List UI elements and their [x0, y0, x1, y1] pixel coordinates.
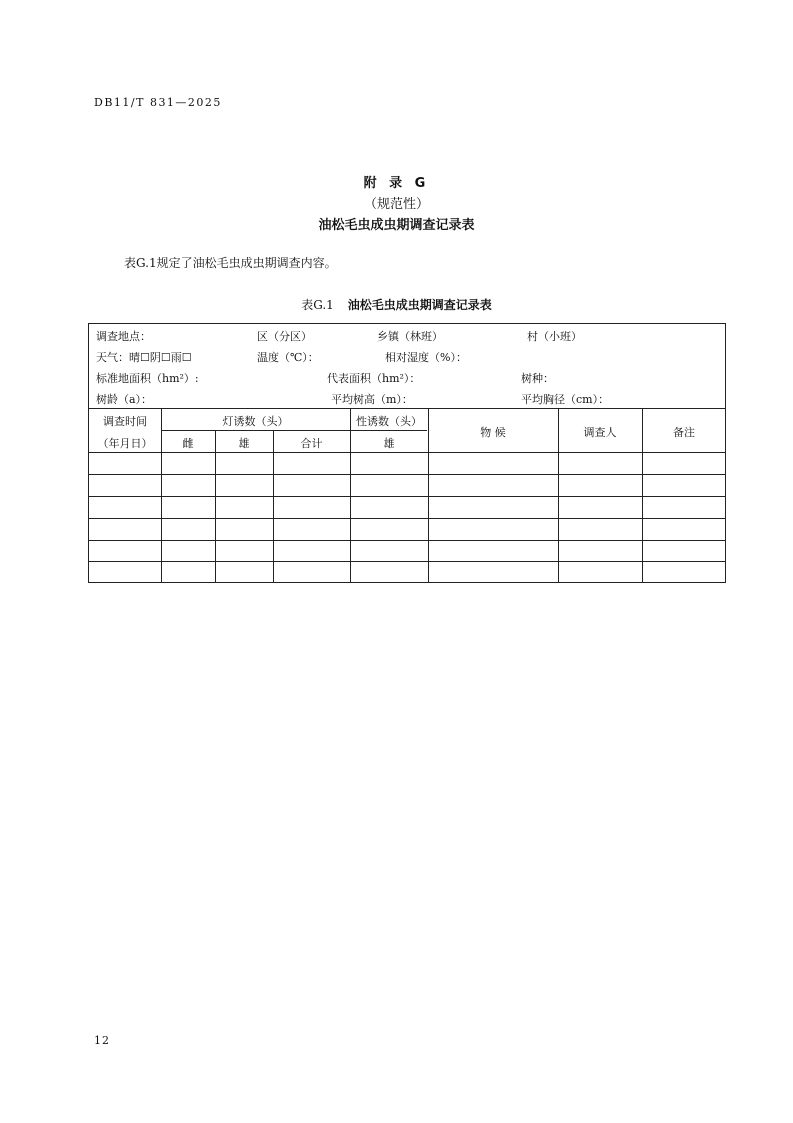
info-avg-dbh: 平均胸径（cm）： — [521, 393, 610, 406]
info-tree-species: 树种： — [521, 372, 554, 385]
divider — [273, 430, 274, 582]
header-female: 雌 — [182, 437, 194, 450]
header-surveyor: 调查人 — [583, 426, 617, 439]
info-weather: 天气：晴☐阴☐雨☐ — [96, 351, 192, 364]
divider — [89, 474, 725, 475]
info-standard-area: 标准地面积（hm²）: — [96, 372, 199, 385]
divider — [89, 518, 725, 519]
header-total: 合计 — [300, 437, 323, 450]
divider — [161, 430, 427, 431]
info-humidity: 相对湿度（%）： — [385, 351, 467, 364]
survey-record-table — [88, 323, 726, 583]
page-number: 12 — [94, 1034, 110, 1047]
header-remarks: 备注 — [673, 426, 695, 439]
divider — [89, 540, 725, 541]
divider — [89, 408, 725, 409]
table-caption — [0, 296, 793, 313]
info-represent-area: 代表面积（hm²）： — [327, 372, 421, 385]
divider — [89, 561, 725, 562]
header-pheromone-trap: 性诱数（头） — [356, 415, 422, 428]
appendix-title: 附 录 G — [363, 176, 430, 191]
appendix-name: 油松毛虫成虫期调查记录表 — [318, 218, 475, 233]
info-temperature: 温度（℃）： — [257, 351, 319, 364]
document-code: DB11/T 831—2025 — [94, 96, 222, 109]
header-pheromone-male: 雄 — [383, 437, 395, 450]
header-light-trap: 灯诱数（头） — [222, 415, 289, 428]
divider — [89, 452, 725, 453]
info-district: 区（分区） — [257, 330, 312, 343]
table-title: 油松毛虫成虫期调查记录表 — [347, 298, 492, 312]
header-survey-time: 调查时间 — [103, 415, 147, 428]
divider — [215, 430, 216, 582]
appendix-type: （规范性） — [363, 197, 429, 212]
info-location: 调查地点： — [96, 330, 151, 343]
info-township: 乡镇（林班） — [377, 330, 443, 343]
info-tree-age: 树龄（a）： — [96, 393, 153, 406]
info-avg-height: 平均树高（m）： — [331, 393, 413, 406]
divider — [89, 496, 725, 497]
intro-paragraph: 表G.1规定了油松毛虫成虫期调查内容。 — [124, 256, 337, 270]
header-male: 雄 — [238, 437, 250, 450]
info-village: 村（小班） — [527, 330, 582, 343]
header-phenology: 物 候 — [480, 426, 506, 439]
header-survey-time-unit: （年月日） — [97, 437, 153, 450]
table-number: 表G.1 — [301, 298, 334, 312]
